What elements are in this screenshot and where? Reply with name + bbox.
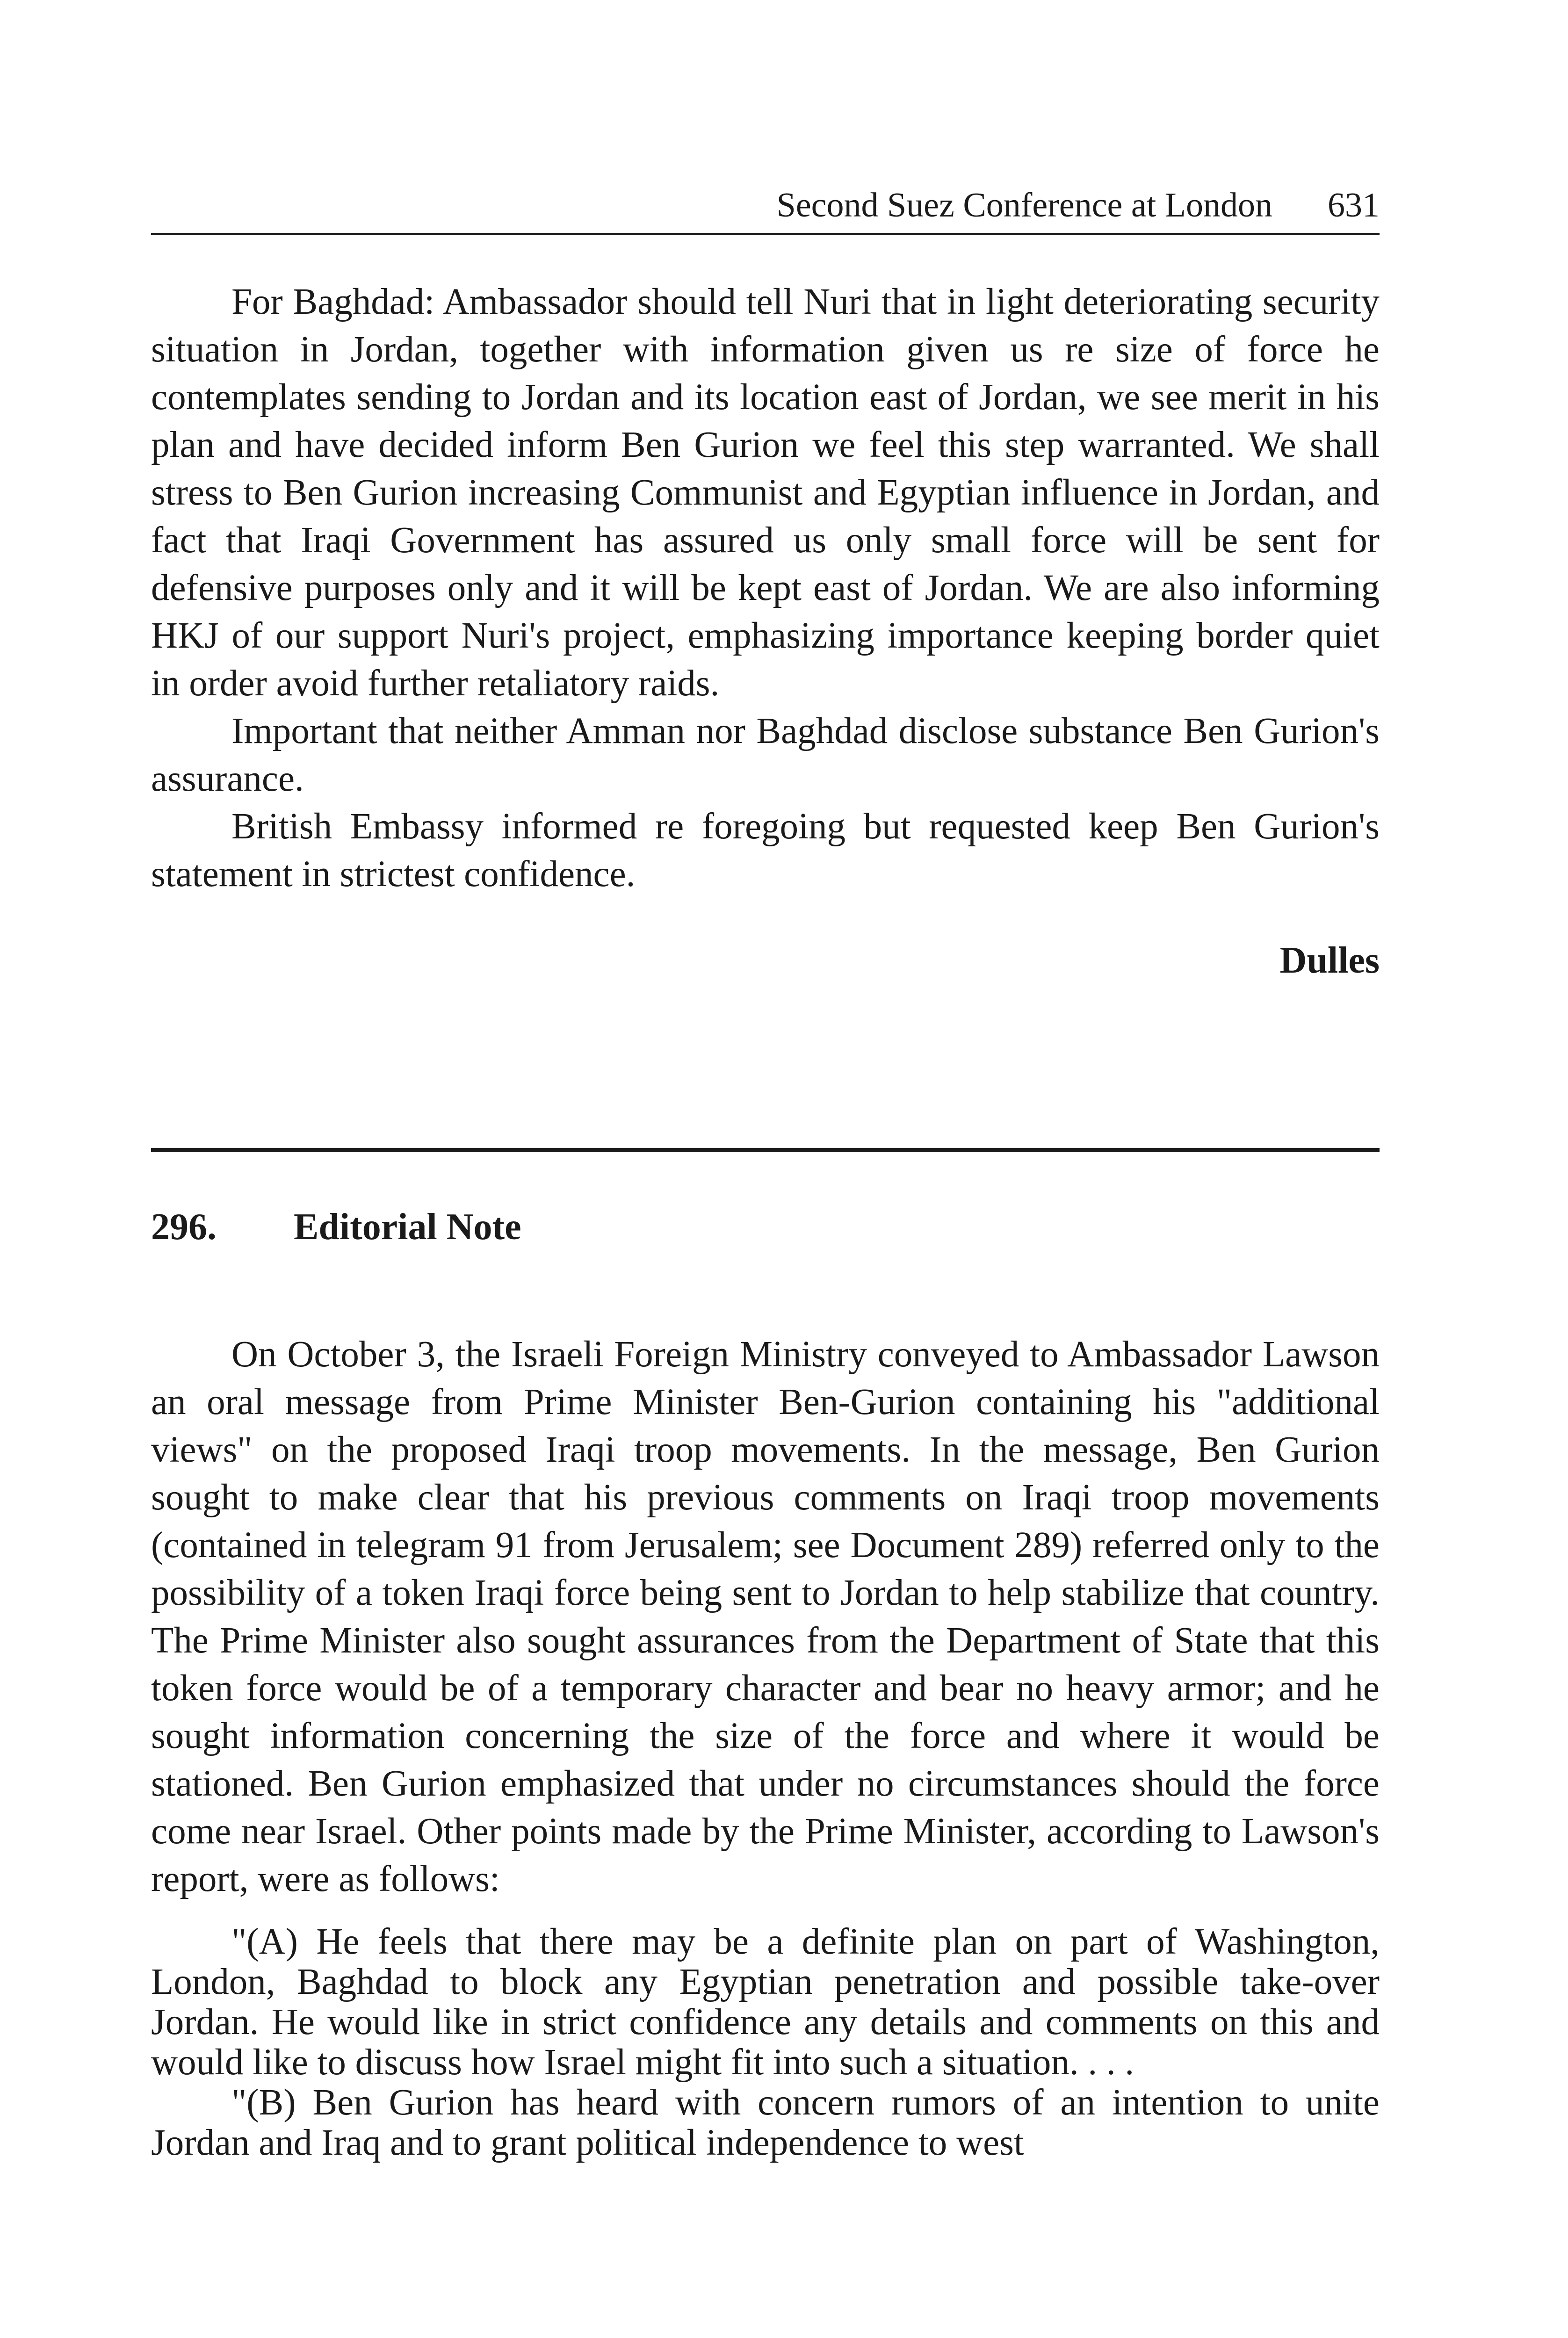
- telegram-paragraph-2: Important that neither Amman nor Baghdad disclose substance Ben Gurion's assurance.: [151, 711, 1380, 799]
- signature: Dulles: [1279, 940, 1380, 981]
- running-head: [151, 178, 1380, 235]
- section-divider: [151, 1148, 1380, 1152]
- document-title: Editorial Note: [294, 1206, 521, 1248]
- document-heading: [151, 1204, 1380, 1250]
- telegram-paragraph-1: For Baghdad: Ambassador should tell Nuri that in light deteriorating security situation in Jordan, together with information given us re size of force he contemplates sending to Jordan and its location east of Jordan, we see merit in his plan and have decided inform Ben Gurion we feel this step warranted. We shall stress to Ben Gurion increasing Communist and Egyptian influence in Jordan, and fact that Iraqi Government has assured us only small force will be sent for defensive purposes only and it will be kept east of Jordan. We are also informing HKJ of our support Nuri's project, emphasizing importance keeping border quiet in order avoid further retaliatory raids.: [151, 281, 1380, 704]
- quoted-point-b: "(B) Ben Gurion has heard with concern rumors of an intention to unite Jordan and Iraq and to grant political independence to west: [151, 2082, 1380, 2163]
- quoted-point-a: "(A) He feels that there may be a definite plan on part of Washington, London, Baghdad to block any Egyptian penetration and possible take-over Jordan. He would like in strict confidence any details and comments on this and would like to discuss how Israel might fit into such a situation. . . .: [151, 1921, 1380, 2083]
- editorial-note-body: On October 3, the Israeli Foreign Ministry conveyed to Ambassador Lawson an oral message from Prime Minister Ben-Gurion containing his "additional views" on the proposed Iraqi troop movements. In the message, Ben Gurion sought to make clear that his previous comments on Iraqi troop movements (contained in telegram 91 from Jerusalem; see Document 289) referred only to the possibility of a token Iraqi force being sent to Jordan to help stabilize that country. The Prime Minister also sought assurances from the Department of State that this token force would be of a temporary character and bear no heavy armor; and he sought information concerning the size of the force and where it would be stationed. Ben Gurion emphasized that under no circumstances should the force come near Israel. Other points made by the Prime Minister, according to Lawson's report, were as follows:: [151, 1334, 1380, 1899]
- document-number: 296.: [151, 1206, 217, 1248]
- telegram-paragraph-3: British Embassy informed re foregoing but requested keep Ben Gurion's statement in strictest confidence.: [151, 806, 1380, 895]
- running-head-title: Second Suez Conference at London: [776, 186, 1272, 224]
- document-page: [151, 178, 1380, 2163]
- page-number: 631: [1328, 186, 1380, 224]
